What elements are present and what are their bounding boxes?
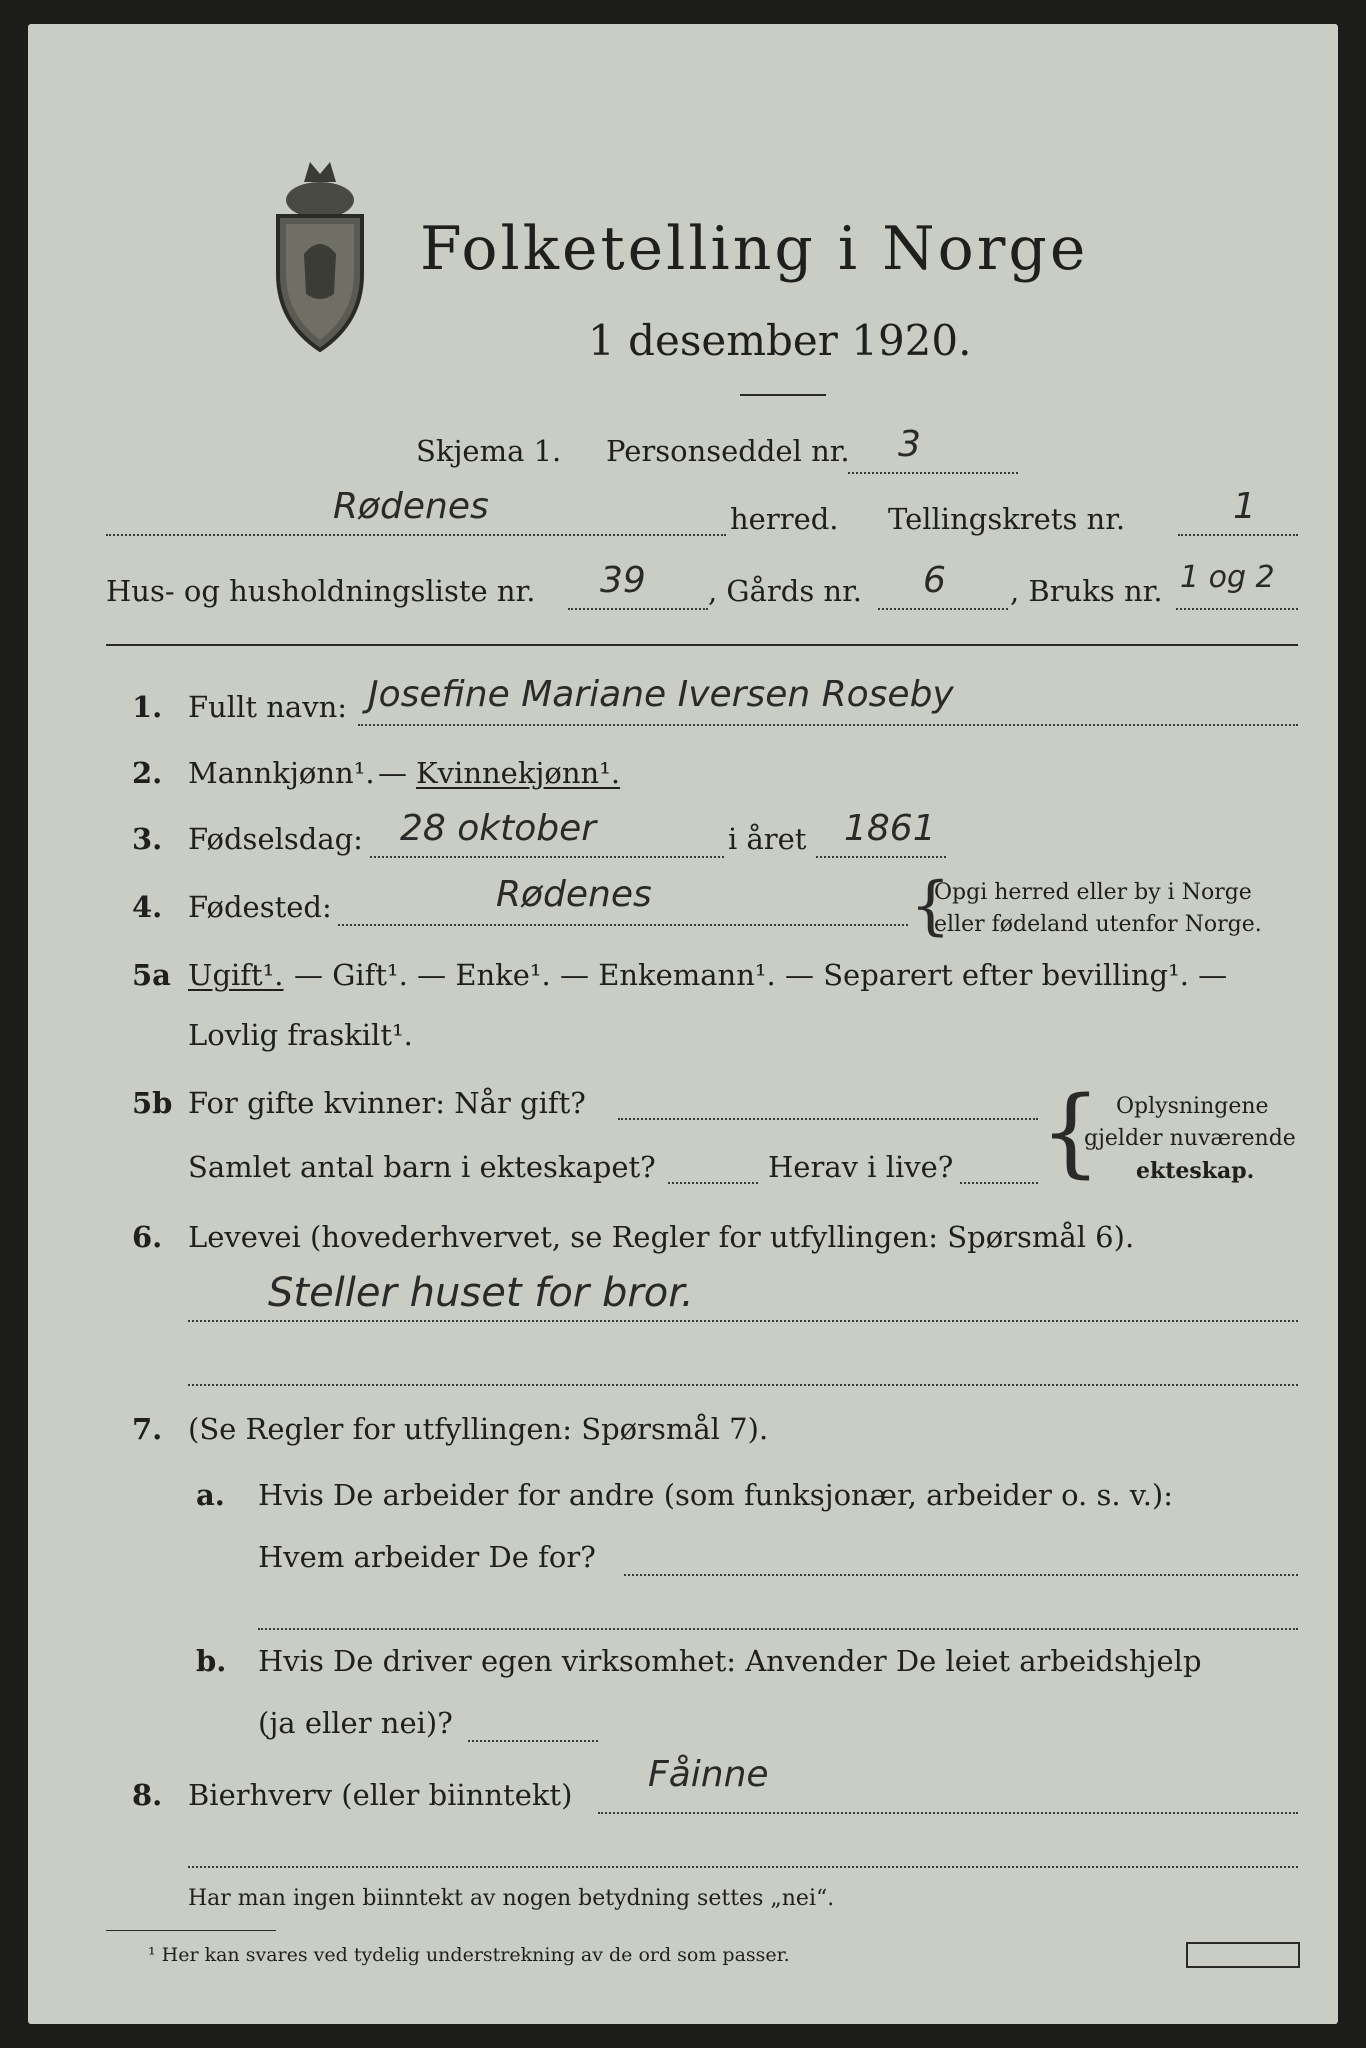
q5b-barn-line [668,1182,758,1184]
q7a-number: a. [196,1478,225,1512]
q5b-live-label: Herav i live? [768,1150,954,1184]
q6-value: Steller huset for bror. [268,1270,694,1316]
form-date: 1 desember 1920. [588,316,972,365]
bruks-value: 1 og 2 [1180,560,1275,595]
q4-number: 4. [132,890,163,924]
herred-label: herred. [730,502,839,536]
q4-brace: { [910,869,951,943]
q3-number: 3. [132,822,163,856]
q5b-live-line [960,1182,1038,1184]
q3-year-value: 1861 [844,808,936,849]
bruks-line [1176,608,1298,610]
header-divider [106,644,1298,646]
q5b-barn-label: Samlet antal barn i ekteskapet? [188,1150,656,1184]
q8-line-2 [188,1866,1298,1868]
q1-line [358,724,1298,726]
herred-line [106,534,726,536]
q5b-number: 5b [132,1086,173,1120]
q3-line [370,856,724,858]
q7b-line-2: (ja eller nei)? [258,1706,453,1740]
tellingskrets-label: Tellingskrets nr. [888,502,1126,536]
q5a-ugift: Ugift¹. [188,958,284,992]
q8-label: Bierhverv (eller biinntekt) [188,1778,573,1812]
q4-value: Rødenes [496,874,652,915]
printer-stamp-icon [1186,1942,1300,1968]
title-divider [740,394,826,396]
q1-value: Josefine Mariane Iversen Roseby [368,674,954,715]
q2-male: Mannkjønn¹. [188,756,375,790]
gards-line [878,608,1008,610]
q5b-brace: { [1040,1076,1102,1188]
q7-label: (Se Regler for utfyllingen: Spørsmål 7). [188,1412,769,1446]
q5a-options: — Gift¹. — Enke¹. — Enkemann¹. — Separert efter bevilling¹. — [294,958,1228,992]
gards-value: 6 [923,560,946,601]
q2-female: Kvinnekjønn¹. [416,756,621,790]
q5b-gift-line [618,1118,1038,1120]
q6-label: Levevei (hovederhvervet, se Regler for utfyllingen: Spørsmål 6). [188,1220,1135,1254]
q7b-number: b. [196,1644,227,1678]
hus-label: Hus- og husholdningsliste nr. [106,574,536,608]
q7a-line-extra [258,1628,1298,1630]
form-title: Folketelling i Norge [420,214,1089,284]
skjema-label: Skjema 1. [416,434,562,468]
q1-label: Fullt navn: [188,690,348,724]
q8-number: 8. [132,1778,163,1812]
q5b-note-3: ekteskap. [1136,1158,1255,1184]
q8-line [598,1812,1298,1814]
personseddel-label: Personseddel nr. [606,434,850,468]
q2-number: 2. [132,756,163,790]
q5b-note-1: Oplysningene [1116,1094,1269,1119]
q7-number: 7. [132,1412,163,1446]
q6-number: 6. [132,1220,163,1254]
q7a-line-1: Hvis De arbeider for andre (som funksjonær, arbeider o. s. v.): [258,1478,1174,1512]
q4-label: Fødested: [188,890,332,924]
footnote-divider [106,1930,276,1931]
herred-value: Rødenes [333,486,489,527]
q1-number: 1. [132,690,163,724]
hus-line [568,608,708,610]
census-form-sheet [28,24,1338,2024]
q4-note-2: eller fødeland utenfor Norge. [934,912,1262,937]
tellingskrets-line [1178,534,1298,536]
q7b-line-1: Hvis De driver egen virksomhet: Anvender De leiet arbeidshjelp [258,1644,1202,1678]
q5b-line-1: For gifte kvinner: Når gift? [188,1086,586,1120]
q5a-line-2: Lovlig fraskilt¹. [188,1018,413,1052]
coat-of-arms-icon [264,154,376,354]
footnote-text: ¹ Her kan svares ved tydelig understrekning av de ord som passer. [148,1944,790,1966]
q7a-line-2: Hvem arbeider De for? [258,1540,596,1574]
q5a-number: 5a [132,958,171,992]
q8-value: Fåinne [648,1754,769,1795]
personseddel-value: 3 [898,424,921,465]
q3-value: 28 oktober [400,808,597,849]
q3-year-line [816,856,946,858]
q7b-line [468,1740,598,1742]
q5b-note-2: gjelder nuværende [1084,1126,1296,1151]
bruks-label: , Bruks nr. [1010,574,1163,608]
q4-line [338,924,908,926]
q7a-line [624,1574,1298,1576]
hus-value: 39 [600,560,646,601]
gards-label: , Gårds nr. [708,574,862,608]
q6-line-2 [188,1384,1298,1386]
q4-note-1: Opgi herred eller by i Norge [934,880,1252,905]
tellingskrets-value: 1 [1233,486,1256,527]
q2-separator: — [378,756,407,790]
q3-year-label: i året [728,822,807,856]
q8-note: Har man ingen biinntekt av nogen betydning settes „nei“. [188,1886,835,1911]
q3-label: Fødselsdag: [188,822,363,856]
q6-line-1 [188,1320,1298,1322]
personseddel-line [848,472,1018,474]
